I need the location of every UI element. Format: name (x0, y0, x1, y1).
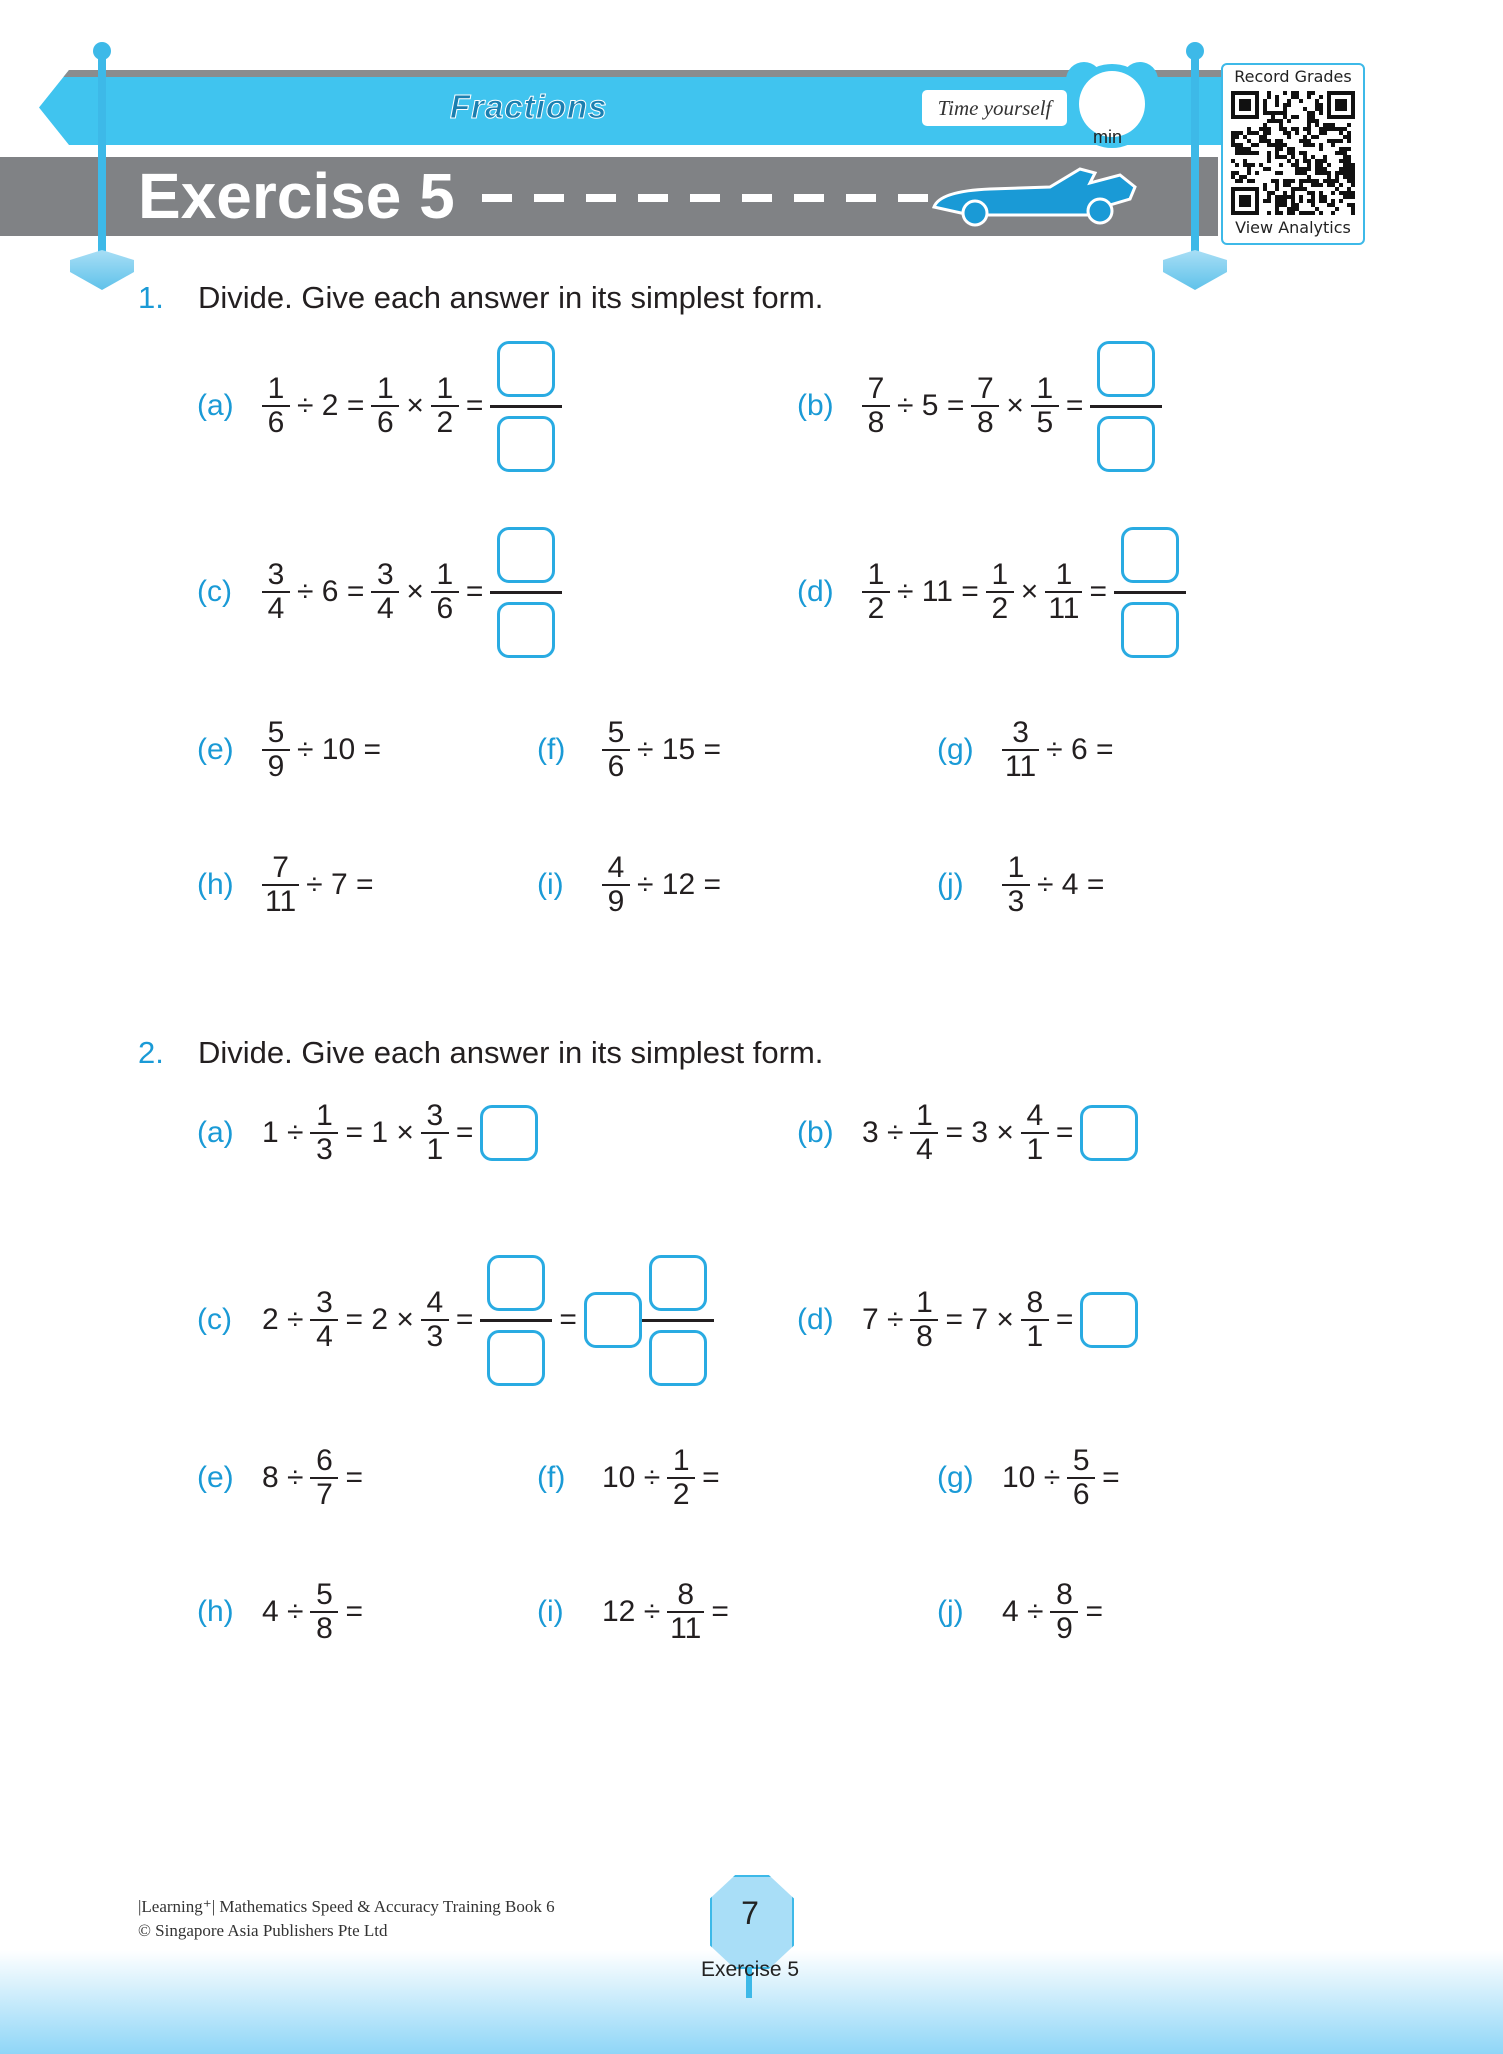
fraction (667, 1445, 695, 1511)
answer-fraction (1090, 341, 1162, 472)
operator-text: 10 ÷ (1002, 1461, 1061, 1494)
answer-box[interactable] (497, 602, 555, 658)
fraction (431, 559, 459, 625)
numerator: 3 (426, 1099, 444, 1132)
question-2-number: 2. (138, 1035, 164, 1070)
expression (1002, 1445, 1120, 1511)
numerator: 5 (316, 1578, 333, 1611)
answer-box[interactable] (584, 1292, 642, 1348)
operator-text: × (1006, 389, 1024, 422)
operator-text: × (406, 389, 424, 422)
expression (602, 717, 721, 783)
expression (602, 852, 721, 918)
fraction (431, 373, 459, 439)
operator-text: = (711, 1595, 729, 1628)
book-title: |Learning⁺| Mathematics Speed & Accuracy Training Book 6 (138, 1897, 555, 1916)
problem-1d (797, 512, 1186, 672)
fraction (262, 559, 290, 625)
fraction (910, 1287, 938, 1353)
problem-label: (b) (797, 389, 834, 422)
qr-code-panel[interactable] (1221, 63, 1365, 245)
operator-text: 2 ÷ (262, 1303, 304, 1336)
numerator: 1 (867, 558, 885, 591)
denominator: 1 (426, 1133, 444, 1166)
denominator: 6 (267, 406, 285, 439)
problem-1b (797, 326, 1162, 486)
time-yourself-label: Time yourself (922, 90, 1067, 126)
expression (262, 852, 374, 918)
operator-text: 1 ÷ (262, 1116, 304, 1149)
numerator: 7 (867, 372, 885, 405)
operator-text: = 2 × (345, 1303, 414, 1336)
problem-1c (197, 512, 562, 672)
problem-2d (797, 1240, 1138, 1400)
answer-box[interactable] (497, 416, 555, 472)
operator-text: ÷ 5 = (897, 389, 965, 422)
expression (862, 1100, 1138, 1166)
problem-label: (h) (197, 1595, 234, 1628)
problem-label: (g) (937, 733, 974, 766)
answer-box[interactable] (1097, 341, 1155, 397)
question-2-instruction: Divide. Give each answer in its simplest form. (198, 1035, 824, 1070)
problem-label: (e) (197, 1461, 234, 1494)
fraction (310, 1445, 338, 1511)
answer-box[interactable] (649, 1330, 707, 1386)
denominator: 2 (991, 592, 1009, 625)
numerator: 8 (1026, 1286, 1044, 1319)
fraction-bar (1114, 591, 1186, 594)
operator-text: 7 ÷ (862, 1303, 904, 1336)
expression (262, 1445, 363, 1511)
expression (262, 527, 562, 658)
numerator: 1 (672, 1444, 690, 1477)
problem-label: (f) (537, 733, 566, 766)
fraction (1067, 1445, 1095, 1511)
numerator: 7 (977, 372, 994, 405)
fraction (262, 852, 299, 918)
answer-box[interactable] (487, 1255, 545, 1311)
denominator: 2 (672, 1478, 690, 1511)
denominator: 6 (377, 406, 394, 439)
operator-text: ÷ 15 = (637, 733, 722, 766)
answer-fraction (1114, 527, 1186, 658)
dashes-decoration (482, 194, 980, 202)
denominator: 3 (316, 1133, 333, 1166)
problem-2j (937, 1532, 1103, 1692)
numerator: 4 (607, 851, 625, 884)
denominator: 7 (316, 1478, 333, 1511)
problem-1j (937, 805, 1104, 965)
expression (862, 527, 1186, 658)
answer-fraction (642, 1255, 714, 1386)
fraction-bar (480, 1319, 552, 1322)
operator-text: = (1089, 575, 1108, 608)
problem-1i (537, 805, 721, 965)
problem-2c (197, 1240, 714, 1400)
view-analytics-label: View Analytics (1235, 218, 1351, 237)
page-number: 7 (741, 1895, 759, 1931)
operator-text: = (1065, 389, 1084, 422)
problem-2b (797, 1053, 1138, 1213)
fraction-bar (490, 405, 562, 408)
operator-text: ÷ 6 = (1046, 733, 1114, 766)
operator-text: = 1 × (345, 1116, 414, 1149)
exercise-title: Exercise 5 (138, 160, 455, 232)
answer-box[interactable] (1121, 602, 1179, 658)
operator-text: ÷ 7 = (306, 868, 374, 901)
problem-1a (197, 326, 562, 486)
page-exercise-label: Exercise 5 (700, 1958, 800, 1981)
operator-text: = (345, 1595, 364, 1628)
numerator: 4 (1026, 1099, 1044, 1132)
numerator: 1 (267, 372, 285, 405)
answer-fraction (490, 527, 562, 658)
numerator: 7 (272, 851, 289, 884)
problem-label: (j) (937, 868, 964, 901)
problem-label: (a) (197, 389, 234, 422)
problem-2h (197, 1532, 363, 1692)
numerator: 1 (1055, 558, 1073, 591)
fraction (1002, 852, 1030, 918)
problem-label: (i) (537, 1595, 564, 1628)
topic-title: Fractions (450, 88, 608, 125)
numerator: 5 (1072, 1444, 1090, 1477)
numerator: 1 (436, 372, 454, 405)
fraction (986, 559, 1014, 625)
denominator: 9 (267, 750, 285, 783)
operator-text: 10 ÷ (602, 1461, 661, 1494)
denominator: 11 (670, 1612, 702, 1645)
operator-text: 4 ÷ (1002, 1595, 1044, 1628)
numerator: 8 (677, 1578, 695, 1611)
answer-box[interactable] (497, 527, 555, 583)
operator-text: ÷ 6 = (297, 575, 365, 608)
operator-text: 3 ÷ (862, 1116, 904, 1149)
expression (602, 1445, 720, 1511)
operator-text: = (345, 1461, 364, 1494)
fraction (1002, 717, 1039, 783)
denominator: 8 (867, 406, 885, 439)
problem-label: (g) (937, 1461, 974, 1494)
fraction (310, 1100, 338, 1166)
expression (602, 1579, 729, 1645)
fraction (262, 373, 290, 439)
expression (262, 1255, 714, 1386)
problem-label: (b) (797, 1116, 834, 1149)
operator-text: = (1102, 1461, 1120, 1494)
denominator: 6 (436, 592, 454, 625)
numerator: 6 (316, 1444, 333, 1477)
denominator: 2 (436, 406, 454, 439)
numerator: 1 (1036, 372, 1054, 405)
denominator: 6 (607, 750, 625, 783)
operator-text: = (702, 1461, 720, 1494)
numerator: 8 (1056, 1578, 1073, 1611)
operator-text: = 7 × (945, 1303, 1014, 1336)
problem-label: (c) (197, 575, 232, 608)
fraction (910, 1100, 938, 1166)
problem-label: (d) (797, 575, 834, 608)
answer-box[interactable] (487, 1330, 545, 1386)
operator-text: × (1020, 575, 1039, 608)
answer-fraction (490, 341, 562, 472)
fraction (862, 373, 890, 439)
fraction (421, 1100, 449, 1166)
fraction (1045, 559, 1082, 625)
operator-text: ÷ 10 = (297, 733, 382, 766)
expression (262, 341, 562, 472)
answer-box[interactable] (649, 1255, 707, 1311)
answer-box[interactable] (1080, 1105, 1138, 1161)
numerator: 3 (316, 1286, 333, 1319)
right-pole (1191, 55, 1199, 265)
fraction-bar (1090, 405, 1162, 408)
operator-text: 4 ÷ (262, 1595, 304, 1628)
operator-text: 8 ÷ (262, 1461, 304, 1494)
denominator: 1 (1026, 1320, 1044, 1353)
operator-text: = (465, 389, 484, 422)
operator-text: ÷ 2 = (297, 389, 365, 422)
minutes-label: min (1093, 127, 1123, 147)
fraction (1031, 373, 1059, 439)
fraction (421, 1287, 449, 1353)
expression (1002, 852, 1104, 918)
expression (862, 1287, 1138, 1353)
record-grades-label: Record Grades (1234, 67, 1352, 86)
expression (262, 1579, 363, 1645)
expression (262, 1100, 538, 1166)
numerator: 3 (1012, 716, 1029, 749)
problem-label: (i) (537, 868, 564, 901)
problem-label: (a) (197, 1116, 234, 1149)
problem-label: (h) (197, 868, 234, 901)
fraction (310, 1287, 338, 1353)
fraction (371, 373, 399, 439)
denominator: 3 (426, 1320, 444, 1353)
fraction (667, 1579, 704, 1645)
problem-2i (537, 1532, 729, 1692)
numerator: 1 (916, 1099, 933, 1132)
copyright: © Singapore Asia Publishers Pte Ltd (138, 1921, 388, 1940)
expression (1002, 717, 1114, 783)
operator-text: = (1055, 1116, 1074, 1149)
operator-text: ÷ 4 = (1037, 868, 1105, 901)
answer-fraction (480, 1255, 552, 1386)
numerator: 1 (436, 558, 454, 591)
fraction (1021, 1100, 1049, 1166)
denominator: 3 (1007, 885, 1025, 918)
fraction (1021, 1287, 1049, 1353)
denominator: 11 (1048, 592, 1080, 625)
operator-text: = (1055, 1303, 1074, 1336)
operator-text: = (559, 1303, 577, 1336)
denominator: 4 (316, 1320, 333, 1353)
answer-box[interactable] (1080, 1292, 1138, 1348)
fraction-bar (642, 1319, 714, 1322)
operator-text: = (465, 575, 484, 608)
problem-1h (197, 805, 374, 965)
expression (862, 341, 1162, 472)
denominator: 9 (607, 885, 625, 918)
denominator: 11 (1005, 750, 1037, 783)
answer-box[interactable] (1097, 416, 1155, 472)
operator-text: ÷ 11 = (897, 575, 979, 608)
fraction (602, 852, 630, 918)
answer-box[interactable] (480, 1105, 538, 1161)
left-pole (98, 55, 106, 265)
denominator: 1 (1026, 1133, 1044, 1166)
expression (1002, 1579, 1103, 1645)
numerator: 5 (267, 716, 285, 749)
denominator: 5 (1036, 406, 1054, 439)
numerator: 3 (377, 558, 394, 591)
denominator: 8 (977, 406, 994, 439)
numerator: 1 (316, 1099, 333, 1132)
numerator: 1 (916, 1286, 933, 1319)
problem-label: (j) (937, 1595, 964, 1628)
fraction (971, 373, 999, 439)
problem-2a (197, 1053, 538, 1213)
denominator: 8 (316, 1612, 333, 1645)
numerator: 4 (426, 1286, 444, 1319)
race-car-icon (930, 165, 1145, 227)
operator-text: = (455, 1303, 474, 1336)
denominator: 4 (377, 592, 394, 625)
question-1-number: 1. (138, 280, 164, 315)
left-pole-base (70, 250, 134, 290)
numerator: 1 (1007, 851, 1025, 884)
fraction (1050, 1579, 1078, 1645)
fraction (262, 717, 290, 783)
answer-box[interactable] (1121, 527, 1179, 583)
operator-text: 12 ÷ (602, 1595, 661, 1628)
qr-code-icon[interactable] (1231, 91, 1355, 215)
answer-mixed-number (584, 1255, 714, 1386)
problem-label: (d) (797, 1303, 834, 1336)
numerator: 1 (991, 558, 1009, 591)
fraction (602, 717, 630, 783)
right-pole-base (1163, 250, 1227, 290)
operator-text: = (1085, 1595, 1104, 1628)
problem-label: (f) (537, 1461, 566, 1494)
operator-text: = 3 × (945, 1116, 1014, 1149)
denominator: 11 (265, 885, 297, 918)
denominator: 4 (267, 592, 285, 625)
answer-box[interactable] (497, 341, 555, 397)
numerator: 3 (267, 558, 285, 591)
denominator: 6 (1072, 1478, 1090, 1511)
denominator: 8 (916, 1320, 933, 1353)
denominator: 4 (916, 1133, 933, 1166)
fraction (371, 559, 399, 625)
fraction-bar (490, 591, 562, 594)
operator-text: × (406, 575, 424, 608)
problem-label: (e) (197, 733, 234, 766)
fraction (862, 559, 890, 625)
numerator: 1 (377, 372, 394, 405)
denominator: 2 (867, 592, 885, 625)
problem-label: (c) (197, 1303, 232, 1336)
denominator: 9 (1056, 1612, 1073, 1645)
numerator: 5 (607, 716, 625, 749)
fraction (310, 1579, 338, 1645)
operator-text: = (455, 1116, 474, 1149)
operator-text: ÷ 12 = (637, 868, 722, 901)
expression (262, 717, 381, 783)
question-1-instruction: Divide. Give each answer in its simplest form. (198, 280, 824, 315)
